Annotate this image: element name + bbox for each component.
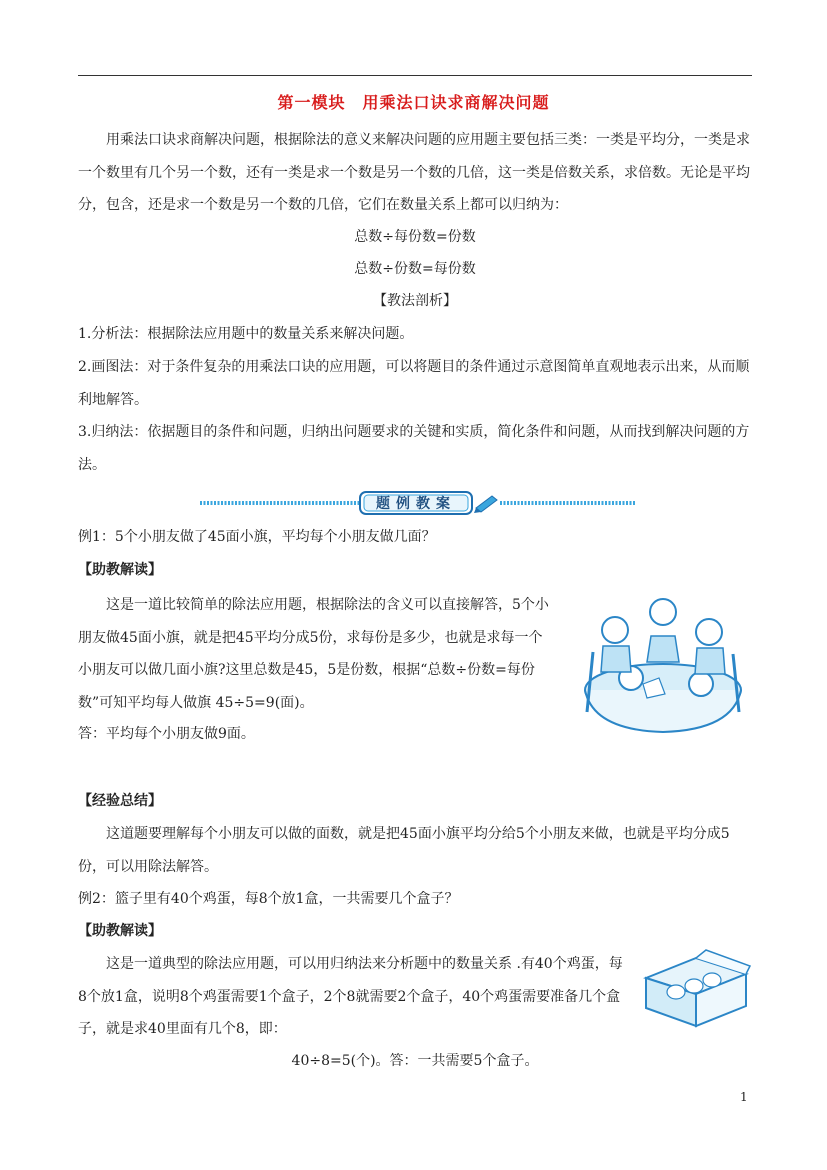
example1-explanation: 这是一道比较简单的除法应用题，根据除法的含义可以直接解答，5个小朋友做45面小旗，就是把45平均分成5份，求每份是多少，也就是求每一个小朋友可以做几面小旗?这里总数是45，5是份数，根据“总数÷份数=每份数”可知平均每人做旗 45÷5=9(面)。 [78,597,549,711]
example-banner [200,490,636,516]
method-analysis: 1.分析法：根据除法应用题中的数量关系来解决问题。 [78,326,414,342]
example1-heading: 【助教解读】 [78,562,162,578]
page-number: 1 [740,1090,748,1104]
formula-2: 总数÷份数=每份数 [354,261,476,277]
example2-explanation: 这是一道典型的除法应用题，可以用归纳法来分析题中的数量关系 .有40个鸡蛋，每8个放1盒，说明8个鸡蛋需要1个盒子，2个8就需要2个盒子，40个鸡蛋需要准备几个盒子，就是求40里面有几个8，即： [78,956,623,1037]
header-rule [78,75,752,76]
method-induction: 3.归纳法：依据题目的条件和问题，归纳出问题要求的关键和实质，简化条件和问题，从而找到解决问题的方法。 [78,424,750,473]
method-drawing: 2.画图法：对于条件复杂的用乘法口诀的应用题，可以将题目的条件通过示意图简单直观地表示出来，从而顺利地解答。 [78,359,750,408]
example1-question: 例1：5个小朋友做了45面小旗，平均每个小朋友做几面？ [78,529,436,545]
intro-paragraph: 用乘法口诀求商解决问题，根据除法的意义来解决问题的应用题主要包括三类：一类是平均分，一类是求一个数里有几个另一个数，还有一类是求一个数是另一个数的几倍，这一类是倍数关系，求倍数。无论是平均分，包含，还是求一个数是另一个数的几倍，它们在数量关系上都可以归纳为： [78,132,750,213]
formula-1: 总数÷每份数=份数 [354,229,476,245]
summary-text: 这道题要理解每个小朋友可以做的面数，就是把45面小旗平均分给5个小朋友来做，也就是平均分成5份，可以用除法解答。 [78,826,730,875]
example2-heading: 【助教解读】 [78,923,162,939]
example1-answer: 答：平均每个小朋友做9面。 [78,726,255,742]
example2-question: 例2：篮子里有40个鸡蛋，每8个放1盒，一共需要几个盒子？ [78,891,459,907]
summary-heading: 【经验总结】 [78,793,162,809]
pencil-icon [474,496,497,513]
example2-answer: 40÷8=5(个)。答：一共需要5个盒子。 [291,1053,539,1069]
egg-box-illustration [636,948,754,1030]
children-table-illustration [573,592,753,742]
page-title: 第一模块 用乘法口诀求商解决问题 [277,93,550,112]
banner-text: 题例教案 [376,496,456,512]
methods-heading: 【教法剖析】 [373,293,457,309]
